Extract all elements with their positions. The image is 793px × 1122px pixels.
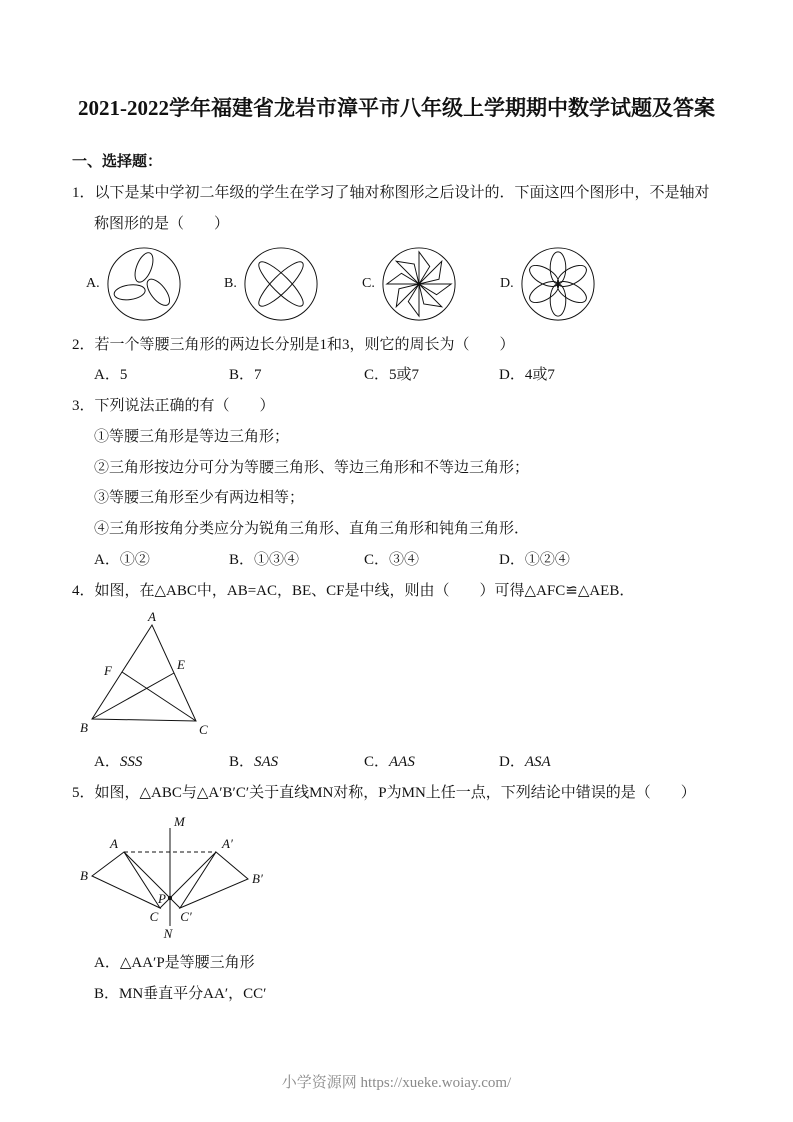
q5-point-label-p: P [158, 890, 166, 906]
q5-vertex-label-m: M [174, 813, 185, 829]
q3-statement-1: ①等腰三角形是等边三角形； [94, 428, 290, 445]
q2-option-b: B．7 [229, 367, 262, 384]
q4-option-c-label: C． [364, 754, 390, 771]
q5-vertex-label-n: N [163, 925, 173, 940]
q1-figure-label-a: A. [86, 275, 100, 291]
question-1 [72, 178, 721, 323]
question-2 [72, 330, 721, 392]
q4-option-b-label: B． [229, 754, 255, 771]
question-1-figures [86, 245, 721, 323]
q1-design-a-shapes [108, 248, 180, 320]
question-2-options [72, 360, 721, 391]
q4-triangle-medians-figure [78, 609, 228, 739]
q4-vertex-label-f: F [104, 663, 112, 679]
q1-figure-label-b: B. [224, 275, 237, 291]
question-5-figure [78, 812, 721, 945]
question-5-text: 5．如图，△ABC与△A′B′C′关于直线MN对称，P为MN上任一点，下列结论中错误的是（ ） [72, 785, 696, 802]
q2-option-d: D．4或7 [499, 367, 555, 384]
q5-vertex-label-b: B [80, 867, 88, 883]
q1-design-d-shapes [522, 248, 594, 320]
q3-option-d: D．①②④ [499, 551, 570, 568]
question-3-options [72, 545, 721, 576]
q1-six-petal-design-figure [519, 245, 597, 323]
q1-figure-item-a [86, 245, 224, 323]
q1-figure-item-c [362, 245, 500, 323]
q4-option-b [229, 747, 364, 778]
q5-vertex-label-a: A [110, 835, 118, 851]
q2-option-a: A．5 [94, 367, 128, 384]
question-3 [72, 391, 721, 576]
q1-design-b-shapes [245, 248, 317, 320]
q4-vertex-label-e: E [177, 657, 185, 673]
page-footer: 小学资源网 https://xueke.woiay.com/ [281, 1075, 512, 1091]
q5-option-b: B．MN垂直平分AA′，CC′ [94, 985, 267, 1002]
q1-figure-item-b [224, 245, 362, 323]
question-5 [72, 778, 721, 1009]
q5-vertex-label-c-prime: C′ [180, 908, 192, 924]
q3-option-c: C．③④ [364, 551, 420, 568]
q4-option-a-label: A． [94, 754, 120, 771]
section-heading: 一、选择题： [72, 154, 163, 171]
question-4-options [72, 747, 721, 778]
q4-option-b-value: SAS [254, 754, 279, 771]
q4-option-c [364, 747, 499, 778]
q5-vertex-label-a-prime: A′ [222, 835, 233, 851]
q4-vertex-label-a: A [148, 609, 156, 625]
q3-statement-3: ③等腰三角形至少有两边相等； [94, 490, 305, 507]
q3-option-b: B．①③④ [229, 551, 300, 568]
q4-vertex-label-c: C [199, 722, 208, 738]
q5-option-a: A．△AA′P是等腰三角形 [94, 954, 255, 971]
q3-statement-2: ②三角形按边分可分为等腰三角形、等边三角形和不等边三角形； [94, 459, 530, 476]
q1-four-petal-design-figure [242, 245, 320, 323]
q1-figure-label-c: C. [362, 275, 375, 291]
q3-statement-4: ④三角形按角分类应分为锐角三角形、直角三角形和钝角三角形． [94, 521, 530, 538]
q4-option-d-value: ASA [524, 754, 551, 771]
q5-symmetric-triangles-figure [78, 812, 268, 940]
q4-option-a [94, 747, 229, 778]
question-3-text: 3．下列说法正确的有（ ） [72, 398, 275, 415]
q4-option-a-value: SSS [119, 754, 143, 771]
q1-figure-item-d [500, 245, 638, 323]
q1-design-c-shapes [383, 248, 455, 320]
question-4-figure [78, 609, 721, 744]
page-title: 2021-2022学年福建省龙岩市漳平市八年级上学期期中数学试题及答案 [78, 96, 715, 120]
question-4-text: 4．如图，在△ABC中，AB=AC，BE、CF是中线，则由（ ）可得△AFC≌△AEB． [72, 582, 635, 599]
question-2-text: 2．若一个等腰三角形的两边长分别是1和3，则它的周长为（ ） [72, 336, 515, 353]
q5-vertex-label-b-prime: B′ [252, 870, 263, 886]
question-1-text: 1．以下是某中学初二年级的学生在学习了轴对称图形之后设计的．下面这四个图形中，不是轴对称图形的是（ ） [72, 185, 710, 232]
q4-vertex-label-b: B [80, 720, 88, 736]
q5-vertex-label-c: C [149, 908, 159, 924]
q1-three-petal-design-figure [105, 245, 183, 323]
q3-option-a: A．①② [94, 551, 150, 568]
q1-pinwheel-design-figure [380, 245, 458, 323]
q4-option-d-label: D． [499, 754, 525, 771]
q1-figure-label-d: D. [500, 275, 514, 291]
q4-option-c-value: AAS [389, 754, 415, 771]
q2-option-c: C．5或7 [364, 367, 420, 384]
question-4 [72, 576, 721, 779]
q4-option-d [499, 747, 634, 778]
